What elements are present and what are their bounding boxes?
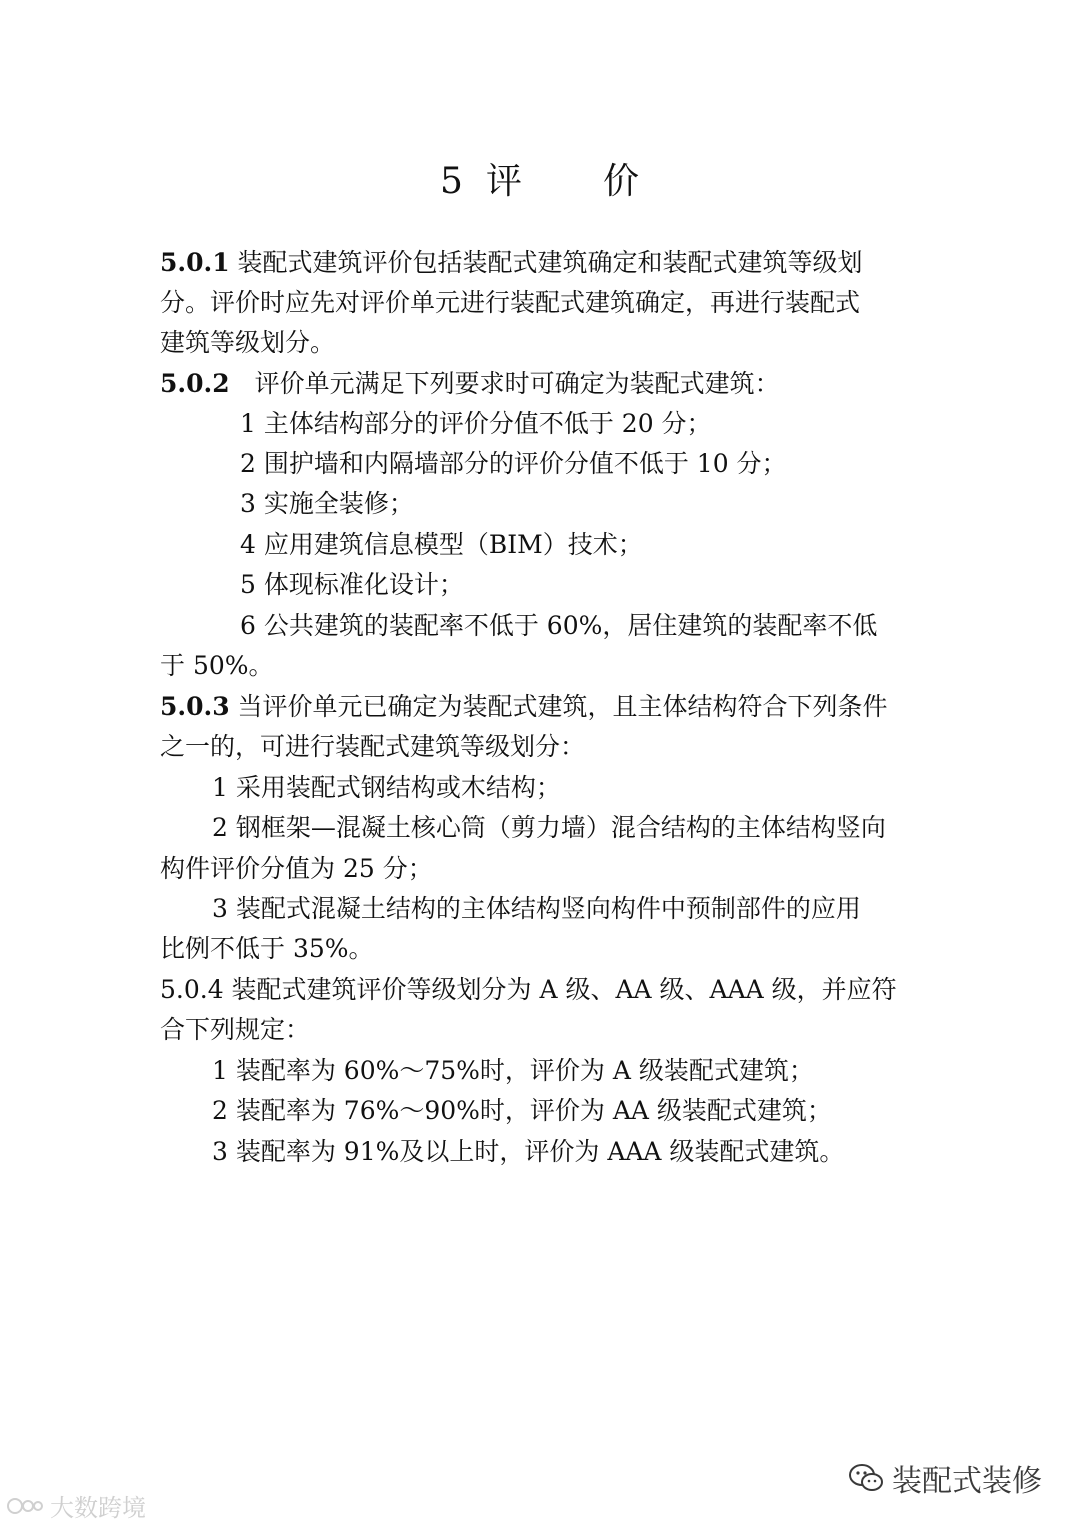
clause-text: 评价单元满足下列要求时可确定为装配式建筑： [229, 369, 780, 398]
clause-5-0-4-line-1: 5.0.4 装配式建筑评价等级划分为 A 级、AA 级、AAA 级，并应符 [160, 975, 897, 1004]
clause-5-0-3-item-3-cont: 比例不低于 35%。 [160, 934, 374, 963]
watermark-account [848, 1456, 1042, 1500]
page-title [0, 158, 1080, 206]
clause-5-0-1-line-2: 分。评价时应先对评价单元进行装配式建筑确定，再进行装配式 [160, 288, 861, 317]
clause-5-0-3-item-2: 2 钢框架—混凝土核心筒（剪力墙）混合结构的主体结构竖向 [212, 813, 886, 842]
clause-5-0-1-line-1 [160, 245, 940, 281]
clause-5-0-4-item-1: 1 装配率为 60%～75%时，评价为 A 级装配式建筑； [212, 1056, 814, 1085]
clause-number: 5.0.3 [160, 692, 230, 721]
chapter-title-char-1: 评 [485, 161, 523, 202]
clause-5-0-3-line-2: 之一的，可进行装配式建筑等级划分： [160, 732, 586, 761]
watermark-account-name: 装配式装修 [892, 1464, 1042, 1499]
clause-5-0-2-item-6-cont: 于 50%。 [160, 651, 274, 680]
clause-5-0-2-item-5: 5 体现标准化设计； [240, 570, 464, 599]
weibo-icon [6, 1494, 44, 1518]
clause-number: 5.0.2 [160, 369, 230, 398]
clause-5-0-2-item-3: 3 实施全装修； [240, 489, 414, 518]
watermark-source [6, 1488, 146, 1523]
clause-5-0-4-item-3: 3 装配率为 91%及以上时，评价为 AAA 级装配式建筑。 [212, 1137, 845, 1166]
clause-5-0-3-line-1 [160, 689, 940, 725]
clause-5-0-2-line-1 [160, 366, 940, 402]
clause-text: 装配式建筑评价包括装配式建筑确定和装配式建筑等级划 [229, 248, 863, 277]
watermark-source-name: 大数跨境 [50, 1494, 146, 1522]
clause-5-0-1-line-3: 建筑等级划分。 [160, 328, 336, 357]
chapter-number: 5 [440, 161, 464, 202]
clause-5-0-2-item-1: 1 主体结构部分的评价分值不低于 20 分； [240, 409, 712, 438]
clause-5-0-3-item-1: 1 采用装配式钢结构或木结构； [212, 773, 561, 802]
clause-5-0-2-item-2: 2 围护墙和内隔墙部分的评价分值不低于 10 分； [240, 449, 787, 478]
clause-5-0-4-item-2: 2 装配率为 76%～90%时，评价为 AA 级装配式建筑； [212, 1096, 832, 1125]
chapter-title-char-2: 价 [602, 161, 640, 202]
clause-5-0-4-line-2: 合下列规定： [160, 1015, 311, 1044]
clause-5-0-3-item-3: 3 装配式混凝土结构的主体结构竖向构件中预制部件的应用 [212, 894, 861, 923]
clause-text: 当评价单元已确定为装配式建筑，且主体结构符合下列条件 [229, 692, 888, 721]
clause-number: 5.0.1 [160, 248, 230, 277]
clause-5-0-2-item-6: 6 公共建筑的装配率不低于 60%，居住建筑的装配率不低 [240, 611, 878, 640]
clause-5-0-2-item-4: 4 应用建筑信息模型（BIM）技术； [240, 530, 643, 559]
clause-5-0-3-item-2-cont: 构件评价分值为 25 分； [160, 854, 433, 883]
wechat-icon [848, 1463, 884, 1493]
